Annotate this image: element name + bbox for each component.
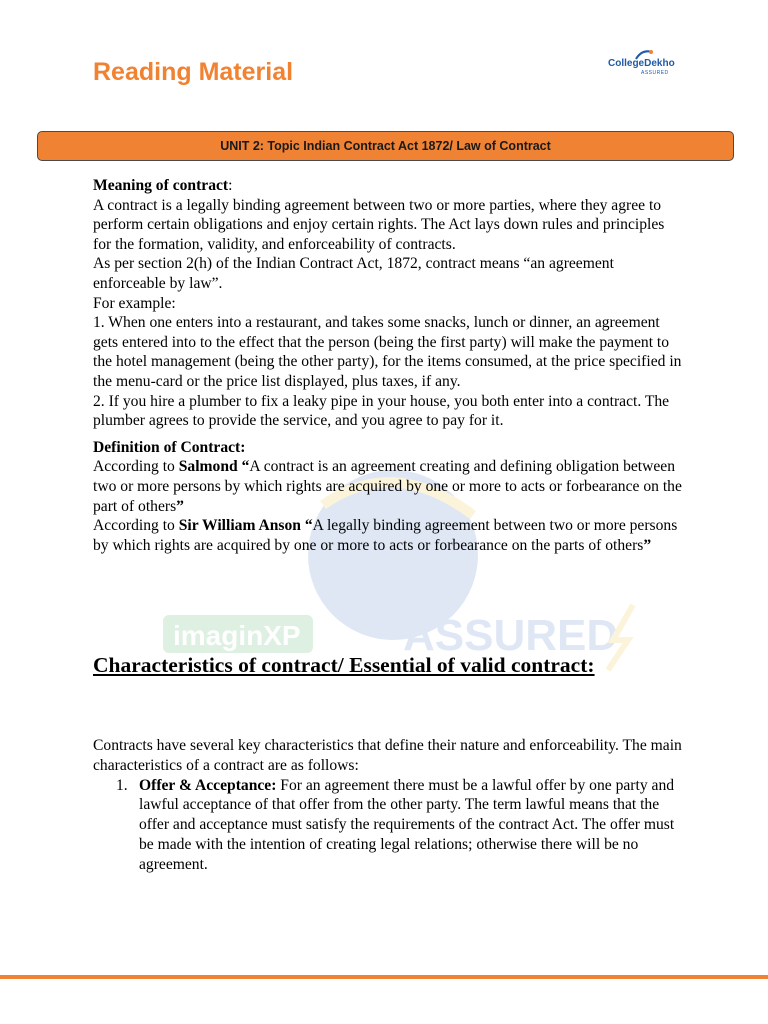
- watermark-left-text: imaginXP: [173, 620, 301, 651]
- meaning-heading: Meaning of contract: [93, 177, 229, 194]
- characteristics-section: [93, 736, 683, 875]
- meaning-paragraph-3: For example:: [93, 294, 176, 312]
- page-title: Reading Material: [93, 58, 294, 86]
- watermark-right-text: ASSURED: [403, 611, 619, 660]
- characteristics-heading: Characteristics of contract/ Essential of valid contract:: [93, 653, 595, 677]
- unit-banner-text: UNIT 2: Topic Indian Contract Act 1872/ Law of Contract: [220, 139, 551, 153]
- logo-brand: CollegeDekho: [608, 58, 675, 69]
- definition-salmond: According to Salmond “A contract is an agreement creating and defining obligation between two or more persons by which rights are acquired by one or more to acts or forbearance on the part of others”: [93, 458, 682, 515]
- example-1: 1. When one enters into a restaurant, and takes some snacks, lunch or dinner, an agreement gets entered into to the effect that the person (being the first party) will make the payment to the hotel management (being the other party), for the items consumed, at the price specified in the menu-card or the price list displayed, plus taxes, if any.: [93, 314, 682, 390]
- example-2: 2. If you hire a plumber to fix a leaky pipe in your house, you both enter into a contract. The plumber agrees to provide the service, and you agree to pay for it.: [93, 392, 670, 430]
- meaning-heading-line: Meaning of contract:: [93, 177, 233, 194]
- meaning-paragraph-1: A contract is a legally binding agreement between two or more parties, where they agree to perform certain obligations and enjoy certain rights. The Act lays down rules and principles for the formation, validity, and enforceability of contracts.: [93, 196, 665, 253]
- definition-anson: According to Sir William Anson “A legally binding agreement between two or more persons by which rights are acquired by one or more to acts or forbearance on the parts of others”: [93, 517, 678, 554]
- definition-heading: Definition of Contract:: [93, 438, 246, 456]
- list-item: 1. Offer & Acceptance: For an agreement there must be a lawful offer by one party and lawful acceptance of that offer from the other party. The term lawful means that the offer and acceptance must satisfy the requirements of the contract Act. The offer must be made with the intention of creating legal relations; otherwise there will be no agreement.: [116, 776, 675, 873]
- logo-subtitle: ASSURED: [641, 70, 669, 76]
- footer-divider: [0, 975, 768, 979]
- collegedekho-logo: [600, 48, 682, 84]
- unit-banner: [37, 131, 734, 161]
- meaning-paragraph-2: As per section 2(h) of the Indian Contract Act, 1872, contract means “an agreement enforceable by law”.: [93, 255, 614, 292]
- meaning-section: [93, 176, 683, 555]
- characteristics-intro: Contracts have several key characteristics that define their nature and enforceability. The main characteristics of a contract are as follows:: [93, 737, 682, 774]
